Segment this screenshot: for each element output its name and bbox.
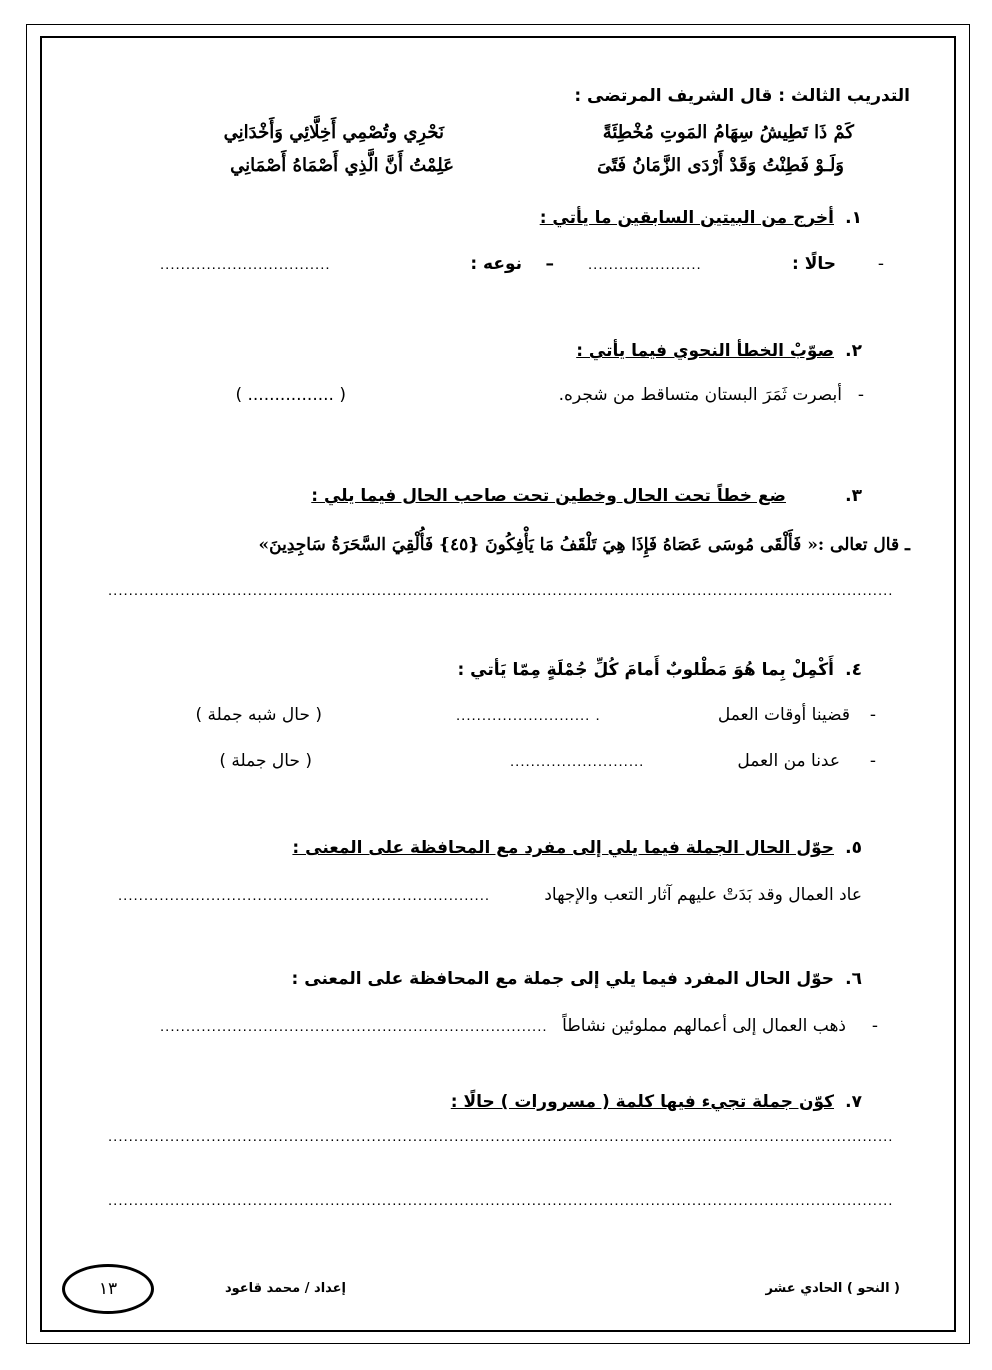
q1-item-label: حالًا : xyxy=(791,254,836,274)
q1-number: ١. xyxy=(845,208,862,228)
q4-item2-sentence: عدنا من العمل xyxy=(737,751,840,771)
q3-answer-line[interactable]: ........................................................................................................................................................ xyxy=(108,582,894,599)
q2-title: صوّبْ الخطأ النحوي فيما يأتي : xyxy=(576,341,834,361)
poem-line1-right: كَمْ ذَا تَطِيشُ سِهَامُ المَوتِ مُخْطِئَةً xyxy=(602,122,854,143)
q1-type-label: نوعه : xyxy=(470,254,522,274)
q4-item1-bullet: - xyxy=(869,705,876,725)
q4-title: أَكْمِلْ بِما هُوَ مَطْلوبٌ أَمامَ كُلِّ جُمْلَةٍ مِمّا يَأتي : xyxy=(457,660,834,680)
q1-title: أخرج من البيتين السابقين ما يأتي : xyxy=(539,208,834,228)
q3-verse: ـ قال تعالى :« فَأَلْقَى مُوسَى عَصَاهُ فَإِذَا هِيَ تَلْقَفُ مَا يَأْفِكُونَ {٤٥} فَأُلْقِيَ السَّحَرَةُ سَاجِدِينَ» xyxy=(258,535,910,555)
q1-blank-long[interactable]: ................................. xyxy=(160,256,331,273)
q6-bullet: - xyxy=(871,1016,878,1036)
q6-title: حوّل الحال المفرد فيما يلي إلى جملة مع المحافظة على المعنى : xyxy=(291,969,834,989)
q7-number: ٧. xyxy=(845,1092,862,1112)
q6-number: ٦. xyxy=(845,969,862,989)
q7-answer-line-1[interactable]: ........................................................................................................................................................ xyxy=(108,1128,894,1145)
q7-answer-line-2[interactable]: ........................................................................................................................................................ xyxy=(108,1192,894,1209)
q4-item2-hint: ( حال جملة ) xyxy=(219,751,312,771)
poem-line2-left: عَلِمْتُ أَنَّ الَّذِي أَصْمَاهُ أَصْمَانِي xyxy=(230,155,454,176)
q1-dash: – xyxy=(545,254,554,274)
q6-sentence: ذهب العمال إلى أعمالهم مملوئين نشاطاً xyxy=(562,1016,846,1036)
q3-number: ٣. xyxy=(845,486,862,506)
q4-item1-hint: ( حال شبه جملة ) xyxy=(195,705,322,725)
q4-item1-sentence: قضينا أوقات العمل xyxy=(717,705,850,725)
footer-subject: ( النحو ) الحادي عشر xyxy=(765,1281,900,1296)
q5-title: حوّل الحال الجملة فيما يلي إلى مفرد مع المحافظة على المعنى : xyxy=(292,838,834,858)
q1-blank-short[interactable]: ...................... xyxy=(588,256,702,273)
poem-line1-left: نَحْرِي وتُصْمِي أَخِلَّائِي وَأَخْدَانِي xyxy=(223,122,444,143)
exercise-title: التدريب الثالث : قال الشريف المرتضى : xyxy=(574,86,910,106)
q6-answer-blank[interactable]: ........................................................................... xyxy=(160,1018,548,1035)
poem-line2-right: وَلَـوْ فَطِنْتُ وَقَدْ أَرْدَى الزَّمَانُ فَتًىَ xyxy=(597,155,844,176)
q5-answer-blank[interactable]: ........................................................................ xyxy=(118,887,491,904)
q7-title: كوّن جملة تجيء فيها كلمة ( مسرورات ) حالًا : xyxy=(450,1092,834,1112)
q4-item1-blank[interactable]: .......................... . xyxy=(456,707,601,724)
q1-bullet: - xyxy=(877,254,884,274)
page-number-oval xyxy=(62,1264,154,1314)
q2-number: ٢. xyxy=(845,341,862,361)
footer-author: إعداد / محمد قاعود xyxy=(224,1281,346,1296)
q4-number: ٤. xyxy=(845,660,862,680)
q4-item2-blank[interactable]: .......................... xyxy=(510,753,645,770)
q5-number: ٥. xyxy=(845,838,862,858)
q4-item2-bullet: - xyxy=(869,751,876,771)
q2-bullet: - xyxy=(857,385,864,405)
q3-title: ضع خطاً تحت الحال وخطين تحت صاحب الحال فيما يلي : xyxy=(311,486,786,506)
page-number: ١٣ xyxy=(98,1279,118,1298)
q5-sentence: عاد العمال وقد بَدَتْ عليهم آثار التعب والإجهاد xyxy=(544,885,862,905)
q2-answer-blank[interactable]: ( ................ ) xyxy=(235,385,346,405)
q2-sentence: أبصرت ثَمَرَ البستان متساقط من شجره. xyxy=(558,385,842,405)
